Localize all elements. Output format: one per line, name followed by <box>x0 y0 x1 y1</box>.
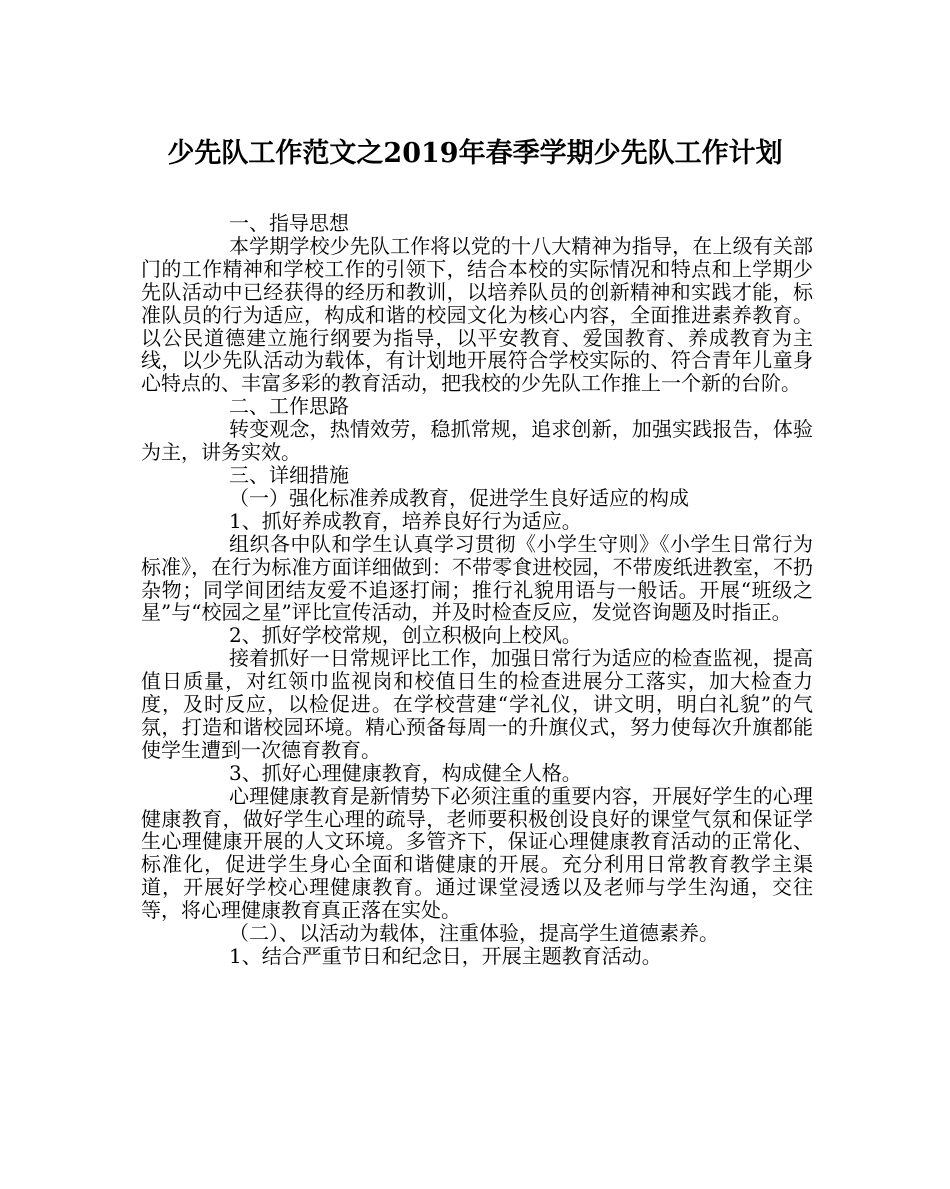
paragraph-item-1-3: 心理健康教育是新情势下必须注重的重要内容，开展好学生的心理健康教育，做好学生心理的疏导，老师要积极创设良好的课堂气氛和保证学生心理健康开展的人文环境。多管齐下，保证心理健康教育活动的正常化、标准化，促进学生身心全面和谐健康的开展。充分利用日常教育教学主渠道，开展好学校心理健康教育。通过课堂浸透以及老师与学生沟通，交往等，将心理健康教育真正落在实处。 <box>141 783 813 923</box>
document-body <box>141 212 813 968</box>
section-heading-measures: 三、详细措施 <box>229 462 349 487</box>
document-title: 少先队工作范文之2019年春季学期少先队工作计划 <box>167 138 783 169</box>
item-heading-1-1: 1、抓好养成教育，培养良好行为适应。 <box>229 508 582 533</box>
paragraph-guiding-ideology: 本学期学校少先队工作将以党的十八大精神为指导，在上级有关部门的工作精神和学校工作的引领下，结合本校的实际情况和特点和上学期少先队活动中已经获得的经历和教训，以培养队员的创新精神和实践才能，标准队员的行为适应，构成和谐的校园文化为核心内容，全面推进素养教育。以公民道德建立施行纲要为指导，以平安教育、爱国教育、养成教育为主线，以少先队活动为载体，有计划地开展符合学校实际的、符合青年儿童身心特点的、丰富多彩的教育活动，把我校的少先队工作推上一个新的台阶。 <box>141 233 813 396</box>
item-heading-1-3: 3、抓好心理健康教育，构成健全人格。 <box>229 760 582 785</box>
item-heading-1-2: 2、抓好学校常规，创立积极向上校风。 <box>229 623 582 648</box>
item-heading-2-1: 1、结合严重节日和纪念日，开展主题教育活动。 <box>229 944 662 968</box>
subsection-heading-1: （一）强化标准养成教育，促进学生良好适应的构成 <box>229 485 689 510</box>
paragraph-item-1-2: 接着抓好一日常规评比工作，加强日常行为适应的检查监视，提高值日质量，对红领巾监视岗和校值日生的检查进展分工落实，加大检查力度，及时反应，以检促进。在学校营建“学礼仪，讲文明，明白礼貌”的气氛，打造和谐校园环境。精心预备每周一的升旗仪式，努力使每次升旗都能使学生遭到一次德育教育。 <box>141 646 813 762</box>
paragraph-work-ideas: 转变观念，热情效劳，稳抓常规，追求创新，加强实践报告，体验为主，讲务实效。 <box>141 417 813 465</box>
paragraph-item-1-1: 组织各中队和学生认真学习贯彻《小学生守则》《小学生日常行为标准》，在行为标准方面详细做到：不带零食进校园，不带废纸进教室，不扔杂物；同学间团结友爱不追逐打闹；推行礼貌用语与一般话。开展“班级之星”与“校园之星”评比宣传活动，并及时检查反应，发觉咨询题及时指正。 <box>141 531 813 625</box>
section-heading-work-ideas: 二、工作思路 <box>229 394 349 419</box>
subsection-heading-2: （二）、以活动为载体，注重体验，提高学生道德素养。 <box>229 921 719 946</box>
section-heading-guiding-ideology: 一、指导思想 <box>229 211 349 235</box>
